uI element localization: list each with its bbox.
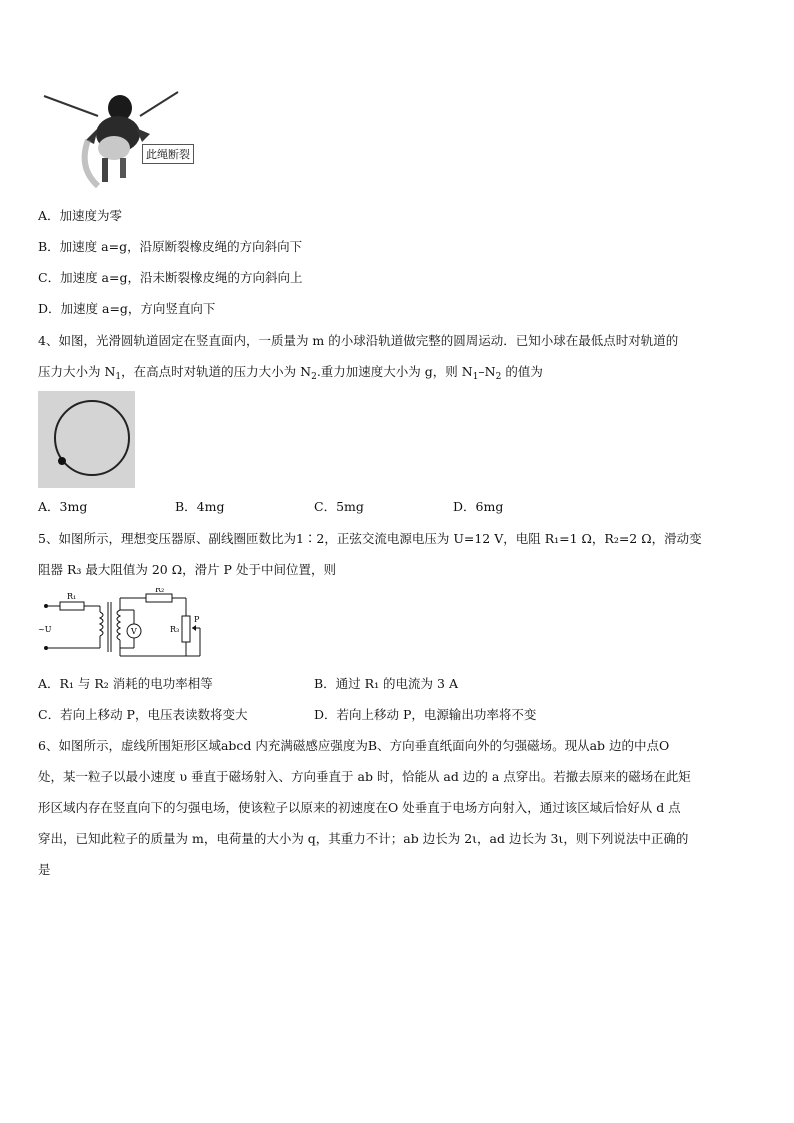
q3-option-b: B．加速度 a=g，沿原断裂橡皮绳的方向斜向下 [38,239,303,254]
q4-sub-1: 1 [115,372,122,382]
r3-label: R₃ [170,625,180,634]
q4-text-e: 的值为 [501,364,543,379]
figure-caption: 此绳断裂 [142,144,194,164]
q4-option-d: D．6mg [453,499,504,514]
voltmeter-label: V [131,627,137,636]
r2-label: R₂ [155,588,165,594]
rubber-cord-photo [38,88,216,192]
q4-text-c: .重力加速度大小为 g，则 N [316,364,473,379]
q3-option-c: C．加速度 a=g，沿未断裂橡皮绳的方向斜向上 [38,270,303,285]
q4-text-a: 压力大小为 N [38,364,116,379]
q6-stem-line5: 是 [38,862,51,877]
q4-stem-line1: 4、如图，光滑圆轨道固定在竖直面内，一质量为 m 的小球沿轨道做完整的圆周运动．已知小球在最低点时对轨道的 [38,333,679,348]
r1-label: R₁ [67,592,77,601]
q6-stem-line2: 处，某一粒子以最小速度 υ 垂直于磁场射入、方向垂直于 ab 时，恰能从 ad 边的 a 点穿出。若撤去原来的磁场在此矩 [38,769,691,784]
q5-stem-line1: 5、如图所示，理想变压器原、副线圈匝数比为1∶2，正弦交流电源电压为 U=12 V，电阻 R₁=1 Ω，R₂=2 Ω，滑动变 [38,531,702,546]
source-label: ~U [38,625,52,634]
q4-stem-line2 [38,364,543,385]
q3-option-d: D．加速度 a=g，方向竖直向下 [38,301,216,316]
q5-option-a: A．R₁ 与 R₂ 消耗的电功率相等 [38,676,213,691]
q5-stem-line2: 阻器 R₃ 最大阻值为 20 Ω，滑片 P 处于中间位置，则 [38,562,336,577]
q6-stem-line4: 穿出，已知此粒子的质量为 m，电荷量的大小为 q，其重力不计；ab 边长为 2ι，ad 边长为 3ι，则下列说法中正确的 [38,831,689,846]
q5-option-d: D．若向上移动 P，电源输出功率将不变 [314,707,537,722]
q6-stem-line3: 形区域内存在竖直向下的匀强电场，使该粒子以原来的初速度在O 处垂直于电场方向射入，通过该区域后恰好从 d 点 [38,800,681,815]
circular-track-figure [38,391,135,488]
q6-stem-line1: 6、如图所示，虚线所围矩形区域abcd 内充满磁感应强度为B、方向垂直纸面向外的匀强磁场。现从ab 边的中点O [38,738,670,753]
transformer-circuit [36,588,216,664]
q5-option-c: C．若向上移动 P，电压表读数将变大 [38,707,248,722]
q4-option-c: C．5mg [314,499,364,514]
q3-option-a: A．加速度为零 [38,208,123,223]
q4-sub-2: 2 [311,372,317,382]
slider-label: P [194,615,200,624]
q4-sub-3: 1 [472,372,479,382]
q4-sub-4: 2 [495,372,502,382]
q4-text-b: ，在高点时对轨道的压力大小为 N [121,364,312,379]
q5-option-b: B．通过 R₁ 的电流为 3 A [314,676,458,691]
q4-text-d: –N [478,364,496,379]
q4-option-b: B．4mg [175,499,225,514]
q4-option-a: A．3mg [38,499,88,514]
